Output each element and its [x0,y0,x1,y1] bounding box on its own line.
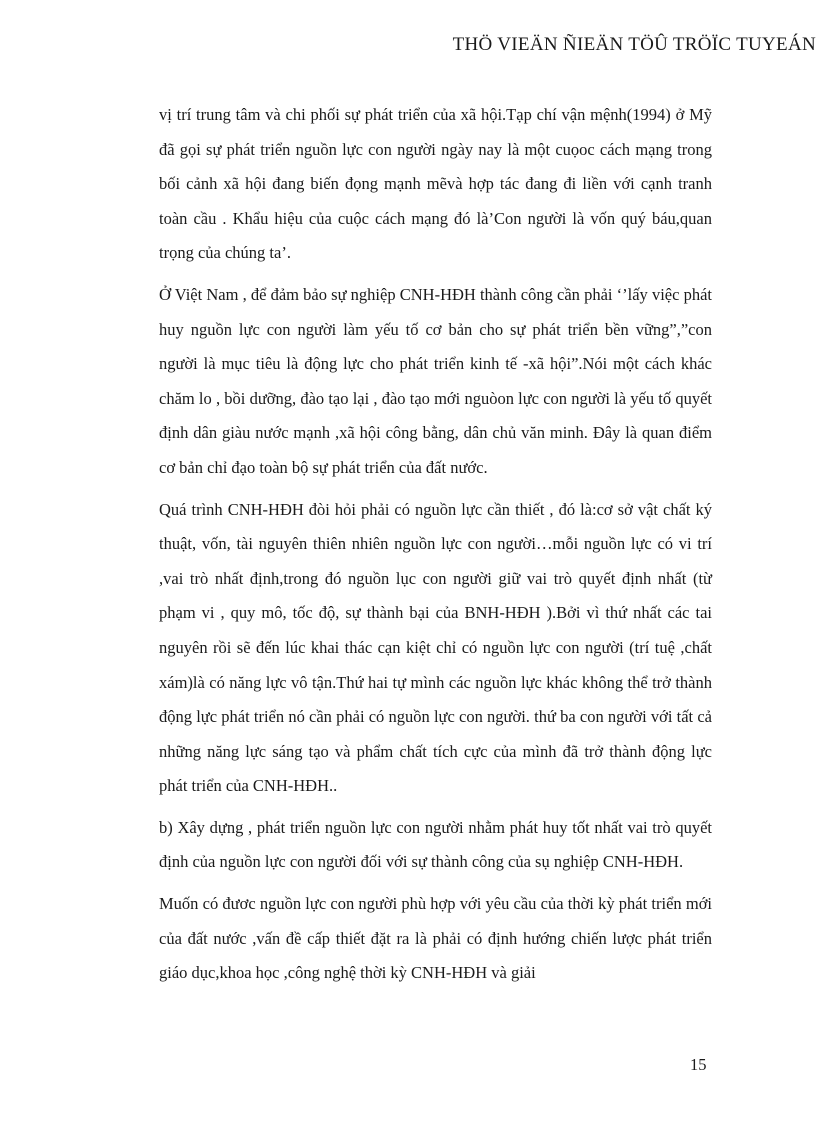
paragraph-1: vị trí trung tâm và chi phối sự phát triển của xã hội.Tạp chí vận mệnh(1994) ở Mỹ đã gọi sự phát triển nguồn lực con người ngày nay là một cuọoc cách mạng trong bối cảnh xã hội đang biến đọng mạnh mẽvà hợp tác đang đi liền với cạnh tranh toàn cầu . Khẩu hiệu của cuộc cách mạng đó là’Con người là vốn quý báu,quan trọng của chúng ta’. [159,105,712,263]
paragraph-2: Ở Việt Nam , để đảm bảo sự nghiệp CNH-HĐH thành công cần phải ‘’lấy việc phát huy nguồn lực con người làm yếu tố cơ bản cho sự phát triển bền vững”,”con người là mục tiêu là động lực cho phát triển kinh tế -xã hội”.Nói một cách khác chăm lo , bồi dưỡng, đào tạo lại , đào tạo mới nguòon lực con người là yếu tố quyết định dân giàu nước mạnh ,xã hội công bằng, dân chủ văn minh. Đây là quan điểm cơ bản chỉ đạo toàn bộ sự phát triển của đất nước. [159,284,712,477]
page-number: 15 [690,1055,707,1074]
paragraph-3: Quá trình CNH-HĐH đòi hỏi phải có nguồn lực cần thiết , đó là:cơ sở vật chất ký thuật, vốn, tài nguyên thiên nhiên nguồn lực con người…mỗi nguồn lực có vi trí ,vai trò nhất định,trong đó nguồn lục con người giữ vai trò quyết định nhất (từ phạm vi , quy mô, tốc độ, sự thành bại của BNH-HĐH ).Bởi vì thứ nhất các tai nguyên rồi sẽ đến lúc khai thác cạn kiệt chỉ có nguồn lực con người (trí tuệ ,chất xám)là có năng lực vô tận.Thứ hai tự mình các nguồn lực khác không thể trở thành động lực phát triển nó cần phải có nguồn lực con người. thứ ba con người với tất cả những năng lực sáng tạo và phẩm chất tích cực của mình đã trở thành động lực phát triển của CNH-HĐH.. [159,499,712,796]
page-header: THÖ VIEÄN ÑIEÄN TÖÛ TRÖÏC TUYEÁN [452,34,816,55]
paragraph-4: b) Xây dựng , phát triển nguồn lực con người nhằm phát huy tốt nhất vai trò quyết định của nguồn lực con người đối với sự thành công của sụ nghiệp CNH-HĐH. [159,817,712,872]
document-body [159,98,712,998]
paragraph-5: Muốn có đươc nguồn lực con người phù hợp với yêu cầu của thời kỳ phát triển mới của đất nước ,vấn đề cấp thiết đặt ra là phải có định hướng chiến lược phát triển giáo dục,khoa học ,công nghệ thời kỳ CNH-HĐH và giải [159,894,712,983]
